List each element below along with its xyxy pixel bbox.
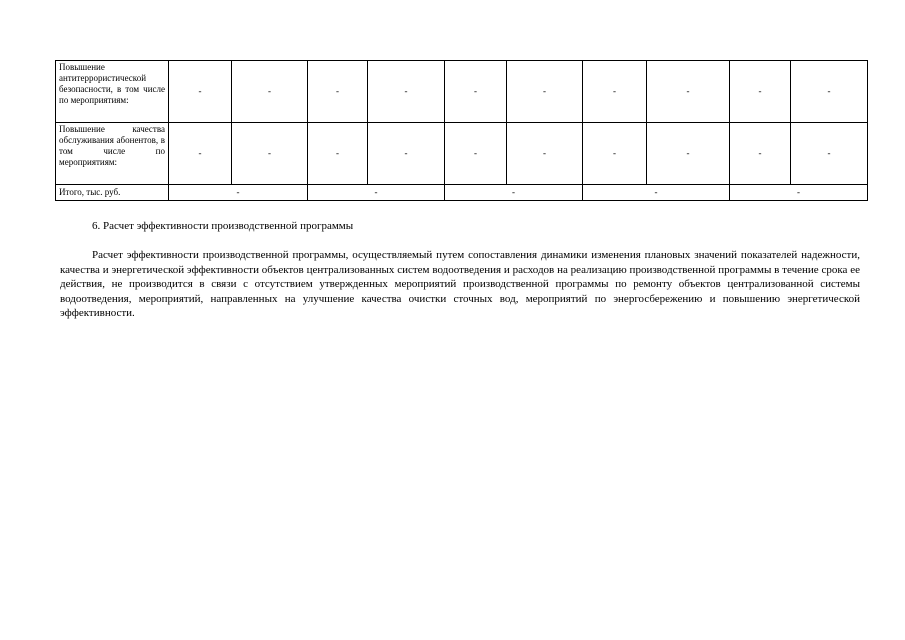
table-cell: - (507, 61, 583, 123)
table-cell: - (647, 61, 730, 123)
table-cell: - (583, 61, 647, 123)
table-cell: - (647, 123, 730, 185)
total-cell: - (583, 185, 730, 201)
table-cell: - (791, 61, 868, 123)
table-cell: - (232, 61, 308, 123)
table-row (56, 123, 868, 185)
row-label: Повышение качества обслуживания абонентов, в том числе по мероприятиям: (56, 123, 169, 185)
section-title: 6. Расчет эффективности производственной программы (92, 220, 354, 232)
total-cell: - (308, 185, 445, 201)
table-cell: - (507, 123, 583, 185)
row-label: Повышение антитеррористической безопасности, в том числе по мероприятиям: (56, 61, 169, 123)
total-row (56, 185, 868, 201)
table-cell: - (583, 123, 647, 185)
total-cell: - (730, 185, 868, 201)
table-cell: - (791, 123, 868, 185)
table-cell: - (308, 123, 368, 185)
total-cell: - (169, 185, 308, 201)
table-cell: - (445, 123, 507, 185)
table-cell: - (368, 61, 445, 123)
table-cell: - (730, 61, 791, 123)
section-paragraph: Расчет эффективности производственной программы, осуществляемый путем сопоставления динамики изменения плановых значений показателей надежности, качества и энергетической эффективности объектов централизованных систем водоотведения и расходов на реализацию производственной программы в течение срока ее действия, не производится в связи с отсутствием утвержденных мероприятий производственной программы по ремонту объектов централизованной системы водоотведения, мероприятий, направленных на улучшение качества очистки сточных вод, мероприятий по энергосбережению и повышению энергетической эффективности. (60, 249, 860, 319)
table-cell: - (232, 123, 308, 185)
table-cell: - (368, 123, 445, 185)
table-cell: - (169, 61, 232, 123)
table-cell: - (445, 61, 507, 123)
table-cell: - (169, 123, 232, 185)
table-cell: - (730, 123, 791, 185)
total-cell: - (445, 185, 583, 201)
program-table (55, 60, 868, 201)
table-row (56, 61, 868, 123)
table-cell: - (308, 61, 368, 123)
total-label: Итого, тыс. руб. (56, 185, 169, 201)
